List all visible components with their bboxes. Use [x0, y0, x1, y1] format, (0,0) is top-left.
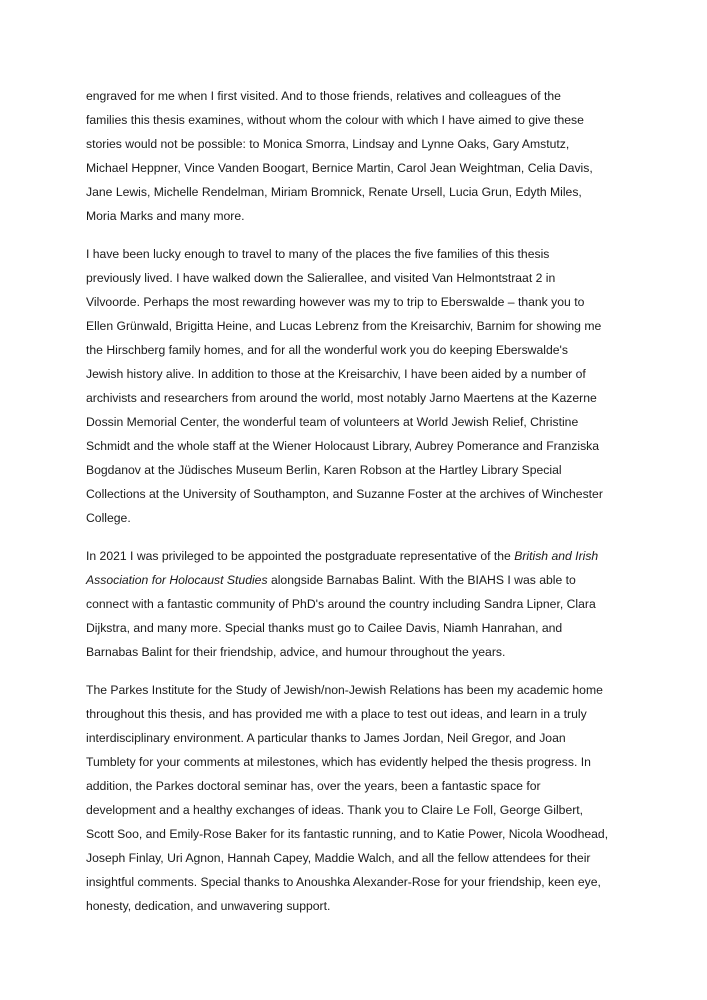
text-line: Scott Soo, and Emily-Rose Baker for its fantastic running, and to Katie Power, Nicola Woodhead, — [86, 827, 609, 841]
text-line — [86, 568, 626, 592]
text-line: throughout this thesis, and has provided me with a place to test out ideas, and learn in a truly — [86, 707, 587, 721]
text-line: connect with a fantastic community of PhD's around the country including Sandra Lipner, Clara — [86, 597, 596, 611]
text-line: engraved for me when I first visited. And to those friends, relatives and colleagues of the — [86, 89, 561, 103]
text-line: Dossin Memorial Center, the wonderful team of volunteers at World Jewish Relief, Christine — [86, 415, 579, 429]
text-line — [86, 544, 626, 568]
text-line: archivists and researchers from around the world, most notably Jarno Maertens at the Kazerne — [86, 391, 597, 405]
text-line: Bogdanov at the Jüdisches Museum Berlin, Karen Robson at the Hartley Library Special — [86, 463, 562, 477]
text-line: Schmidt and the whole staff at the Wiener Holocaust Library, Aubrey Pomerance and Franziska — [86, 439, 600, 453]
text-run: In 2021 I was privileged to be appointed the postgraduate representative of the — [86, 549, 515, 563]
text-line: I have been lucky enough to travel to many of the places the five families of this thesis — [86, 247, 550, 261]
text-line: families this thesis examines, without whom the colour with which I have aimed to give these — [86, 113, 584, 127]
paragraph-biahs — [86, 544, 626, 664]
italic-title: British and Irish — [514, 549, 599, 563]
text-line: Ellen Grünwald, Brigitta Heine, and Lucas Lebrenz from the Kreisarchiv, Barnim for showing me — [86, 319, 602, 333]
text-line: Jane Lewis, Michelle Rendelman, Miriam Bromnick, Renate Ursell, Lucia Grun, Edyth Miles, — [86, 185, 582, 199]
text-line: Vilvoorde. Perhaps the most rewarding however was my to trip to Eberswalde – thank you to — [86, 295, 585, 309]
text-line: addition, the Parkes doctoral seminar has, over the years, been a fantastic space for — [86, 779, 541, 793]
text-line: the Hirschberg family homes, and for all the wonderful work you do keeping Eberswalde's — [86, 343, 568, 357]
text-line: The Parkes Institute for the Study of Jewish/non-Jewish Relations has been my academic home — [86, 683, 603, 697]
text-line: Michael Heppner, Vince Vanden Boogart, Bernice Martin, Carol Jean Weightman, Celia Davis, — [86, 161, 593, 175]
text-line: stories would not be possible: to Monica Smorra, Lindsay and Lynne Oaks, Gary Amstutz, — [86, 137, 570, 151]
text-run: alongside Barnabas Balint. With the BIAHS I was able to — [267, 573, 576, 587]
text-line: College. — [86, 511, 131, 525]
text-line: Joseph Finlay, Uri Agnon, Hannah Capey, Maddie Walch, and all the fellow attendees for their — [86, 851, 591, 865]
paragraph-travel-archives — [86, 242, 626, 530]
text-line: Jewish history alive. In addition to those at the Kreisarchiv, I have been aided by a number of — [86, 367, 586, 381]
italic-title: Association for Holocaust Studies — [86, 573, 268, 587]
paragraph-thanks-families — [86, 84, 626, 228]
text-line: Moria Marks and many more. — [86, 209, 245, 223]
text-line: honesty, dedication, and unwavering support. — [86, 899, 331, 913]
text-line: Tumblety for your comments at milestones, which has evidently helped the thesis progress. In — [86, 755, 591, 769]
text-line: insightful comments. Special thanks to Anoushka Alexander-Rose for your friendship, keen eye, — [86, 875, 601, 889]
text-line: Dijkstra, and many more. Special thanks must go to Cailee Davis, Niamh Hanrahan, and — [86, 621, 563, 635]
text-line: Barnabas Balint for their friendship, advice, and humour throughout the years. — [86, 645, 506, 659]
text-line: development and a healthy exchanges of ideas. Thank you to Claire Le Foll, George Gilbert, — [86, 803, 584, 817]
text-line: Collections at the University of Southampton, and Suzanne Foster at the archives of Winchester — [86, 487, 603, 501]
text-line: interdisciplinary environment. A particular thanks to James Jordan, Neil Gregor, and Joan — [86, 731, 566, 745]
paragraph-parkes-institute — [86, 678, 626, 918]
text-line: previously lived. I have walked down the Salierallee, and visited Van Helmontstraat 2 in — [86, 271, 556, 285]
acknowledgements-body — [86, 84, 626, 918]
